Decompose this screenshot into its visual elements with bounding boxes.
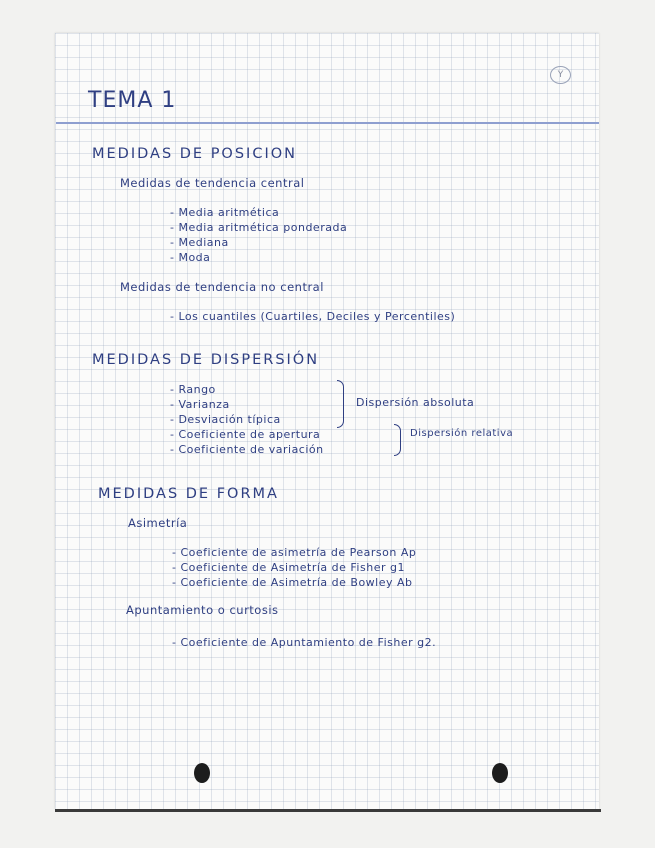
- list-item: - Media aritmética ponderada: [170, 221, 348, 234]
- page-title: TEMA 1: [88, 88, 177, 113]
- list-item: - Moda: [170, 251, 211, 264]
- list-item: - Coeficiente de apertura: [170, 428, 321, 441]
- subheading-asimetria: Asimetría: [128, 516, 188, 530]
- binder-hole-right: [492, 763, 508, 783]
- list-item: - Coeficiente de Asimetría de Fisher g1: [172, 561, 405, 574]
- list-item: - Media aritmética: [170, 206, 280, 219]
- list-item: - Rango: [170, 383, 216, 396]
- list-item: - Varianza: [170, 398, 230, 411]
- section-heading-dispersion: MEDIDAS DE DISPERSIÓN: [92, 352, 320, 368]
- title-underline: [56, 122, 599, 124]
- section-heading-posicion: MEDIDAS DE POSICION: [92, 146, 297, 162]
- brace-label-absoluta: Dispersión absoluta: [356, 396, 475, 409]
- list-item: - Los cuantiles (Cuartiles, Deciles y Percentiles): [170, 310, 456, 323]
- list-item: - Coeficiente de Apuntamiento de Fisher g2.: [172, 636, 437, 649]
- list-item: - Coeficiente de Asimetría de Bowley Ab: [172, 576, 413, 589]
- subheading-tendencia-central: Medidas de tendencia central: [120, 176, 305, 190]
- brace-absoluta: [337, 380, 344, 428]
- subheading-apuntamiento: Apuntamiento o curtosis: [126, 603, 279, 617]
- subheading-tendencia-no-central: Medidas de tendencia no central: [120, 280, 324, 294]
- list-item: - Coeficiente de variación: [170, 443, 324, 456]
- list-item: - Coeficiente de asimetría de Pearson Ap: [172, 546, 417, 559]
- binder-hole-left: [194, 763, 210, 783]
- list-item: - Mediana: [170, 236, 229, 249]
- list-item: - Desviación típica: [170, 413, 281, 426]
- section-heading-forma: MEDIDAS DE FORMA: [98, 486, 279, 502]
- page-number: Y: [557, 70, 564, 80]
- brace-label-relativa: Dispersión relativa: [410, 428, 514, 439]
- page-number-circle: [550, 66, 571, 84]
- page-bottom-edge: [55, 809, 601, 812]
- brace-relativa: [394, 424, 401, 456]
